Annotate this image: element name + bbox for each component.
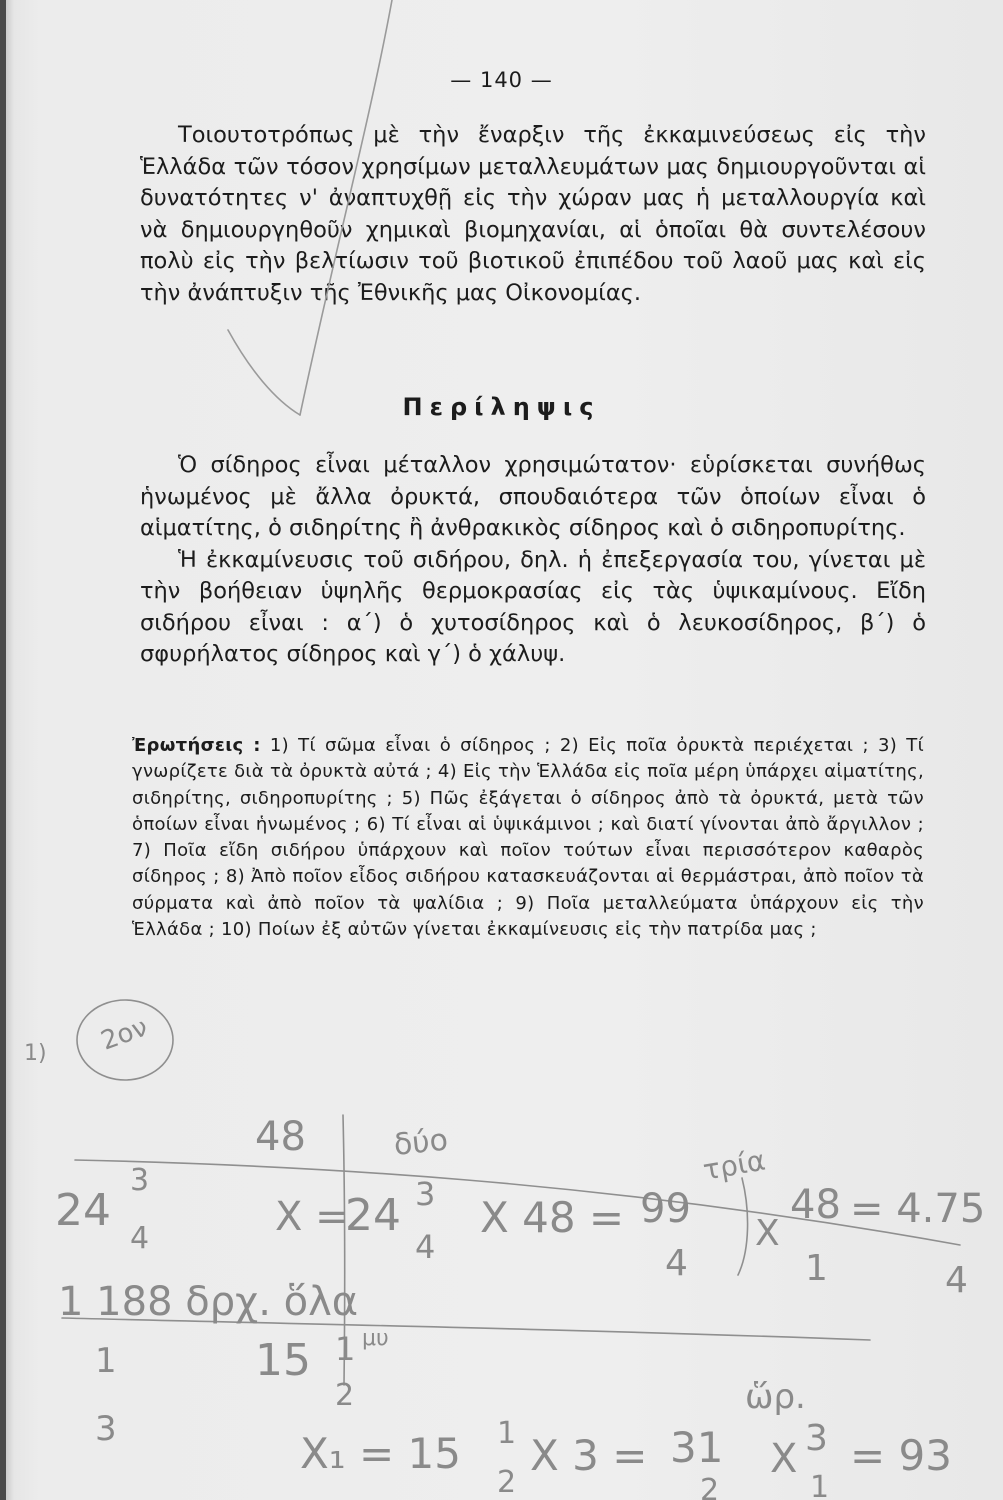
intro-paragraph: [140, 120, 926, 309]
hw-frac-half-den: 2: [335, 1378, 355, 1413]
hw-eq1-r-den: 4: [665, 1243, 688, 1284]
hw-line-188: 1 188 δρχ. ὅλα: [58, 1279, 359, 1325]
hw-eq1-result-den: 4: [945, 1260, 968, 1301]
hw-eq1-x: X =: [275, 1194, 349, 1240]
pencil-lines: [62, 1000, 960, 1385]
hw-left-1: 1: [95, 1341, 117, 1381]
hw-eq1-num: 3: [415, 1175, 436, 1213]
hw-eq1-result: = 4.75: [850, 1186, 986, 1232]
hw-eq1-den: 4: [415, 1228, 436, 1266]
hw-eq2-r2-num: 3: [805, 1418, 828, 1459]
hw-small-mu: μυ: [362, 1326, 389, 1351]
hw-eq2-r-den: 2: [700, 1473, 720, 1500]
summary-section: [140, 450, 926, 671]
hw-eq1-times2: X: [755, 1213, 780, 1254]
hw-eq2-num: 1: [497, 1416, 517, 1451]
hw-eq1-r-num: 99: [640, 1186, 691, 1232]
hw-eq2-den: 2: [497, 1465, 517, 1500]
summary-paragraph-1: Ὁ σίδηρος εἶναι μέταλλον χρησιμώτατον· εὑρίσκεται συνήθως ἡνωμένος μὲ ἄλλα ὀρυκτά, σπουδαιότερα τῶν ὁποίων εἶναι ὁ αἱματίτης, ὁ σιδηρίτης ἢ ἀνθρακικὸς σίδηρος καὶ ὁ σιδηροπυρίτης.: [140, 452, 926, 541]
hw-eq1-mid: 24: [345, 1190, 401, 1241]
questions-label: Ἐρωτήσεις :: [132, 735, 261, 756]
hw-mixed-15: 15: [255, 1335, 311, 1386]
book-spine-shadow: [0, 0, 6, 1500]
hw-word-dyo: δύο: [392, 1122, 450, 1163]
intro-text: Τοιουτοτρόπως μὲ τὴν ἔναρξιν τῆς ἐκκαμινεύσεως εἰς τὴν Ἑλλάδα τῶν τόσον χρησίμων μεταλλευμάτων μας δημιουργοῦνται αἱ δυνατότητες ν' ἀναπτυχθῇ εἰς τὴν χώραν μας ἡ μεταλλουργία καὶ νὰ δημιουργηθοῦν χημικαὶ βιομηχανίαι, αἱ ὁποῖαι θὰ συντελέσουν πολὺ εἰς τὴν βελτίωσιν τοῦ βιοτικοῦ ἐπιπέδου τοῦ λαοῦ μας καὶ εἰς τὴν ἀνάπτυξιν τῆς Ἐθνικῆς μας Οἰκονομίας.: [140, 122, 926, 306]
summary-heading: Περίληψις: [402, 393, 601, 421]
hw-frac-den: 4: [130, 1221, 150, 1256]
hw-frac-half-num: 1: [335, 1330, 356, 1368]
hw-eq2-result: = 93: [850, 1431, 952, 1480]
page-number: — 140 —: [450, 68, 553, 92]
questions-section: [132, 733, 924, 943]
hw-eq2-times2: X: [770, 1436, 798, 1482]
hw-eq1-times: X 48 =: [480, 1193, 625, 1242]
note-circle-text: 2ον: [97, 1012, 152, 1057]
hw-left-3: 3: [95, 1409, 117, 1449]
note-side-text: 1): [24, 1041, 47, 1066]
hw-eq1-r2-num: 48: [790, 1182, 841, 1228]
hw-48: 48: [255, 1114, 306, 1160]
hw-small-ow: ὥρ.: [745, 1377, 806, 1417]
hw-frac-num: 3: [130, 1163, 150, 1198]
hw-eq2-r2-den: 1: [810, 1470, 830, 1500]
hw-mixed-24: 24: [55, 1185, 111, 1236]
hw-eq1-r2-den: 1: [805, 1248, 828, 1289]
hw-eq2-times: X 3 =: [530, 1431, 648, 1480]
summary-paragraph-2: Ἡ ἐκκαμίνευσις τοῦ σιδήρου, δηλ. ἡ ἐπεξεργασία του, γίνεται μὲ τὴν βοήθειαν ὑψηλῆς θερμοκρασίας εἰς τὰς ὑψικαμίνους. Εἴδη σιδήρου εἶναι : α΄) ὁ χυτοσίδηρος καὶ ὁ λευκοσίδηρος, β΄) ὁ σφυρήλατος σίδηρος καὶ γ΄) ὁ χάλυψ.: [140, 546, 926, 667]
hw-word-tria: τρία: [700, 1143, 768, 1187]
hw-eq2-r-num: 31: [670, 1423, 724, 1472]
questions-text: 1) Τί σῶμα εἶναι ὁ σίδηρος ; 2) Εἰς ποῖα ὀρυκτὰ περιέχεται ; 3) Τί γνωρίζετε διὰ τὰ ὀρυκτὰ αὐτά ; 4) Εἰς τὴν Ἑλλάδα εἰς ποῖα μέρη ὑπάρχει αἱματίτης, σιδηρίτης, σιδηροπυρίτης ; 5) Πῶς ἐξάγεται ὁ σίδηρος ἀπὸ τὰ ὀρυκτά, μετὰ τῶν ὁποίων εἶναι ἡνωμένος ; 6) Τί εἶναι αἱ ὑψικάμινοι ; καὶ διατί γίνονται ἀπὸ ἄργιλλον ; 7) Ποῖα εἴδη σιδήρου ὑπάρχουν καὶ ποῖον τούτων εἶναι περισσότερον καθαρὸς σίδηρος ; 8) Ἀπὸ ποῖον εἶδος σιδήρου κατασκευάζονται αἱ θερμάστραι, ἀπὸ ποῖον τὰ σύρματα καὶ ἀπὸ ποῖον τὰ ψαλίδια ; 9) Ποῖα μεταλλεύματα ὑπάρχουν εἰς τὴν Ἑλλάδα ; 10) Ποίων ἐξ αὐτῶν γίνεται ἐκκαμίνευσις εἰς τὴν πατρίδα μας ;: [132, 735, 925, 941]
hw-eq2-x: X₁ = 15: [300, 1429, 461, 1478]
